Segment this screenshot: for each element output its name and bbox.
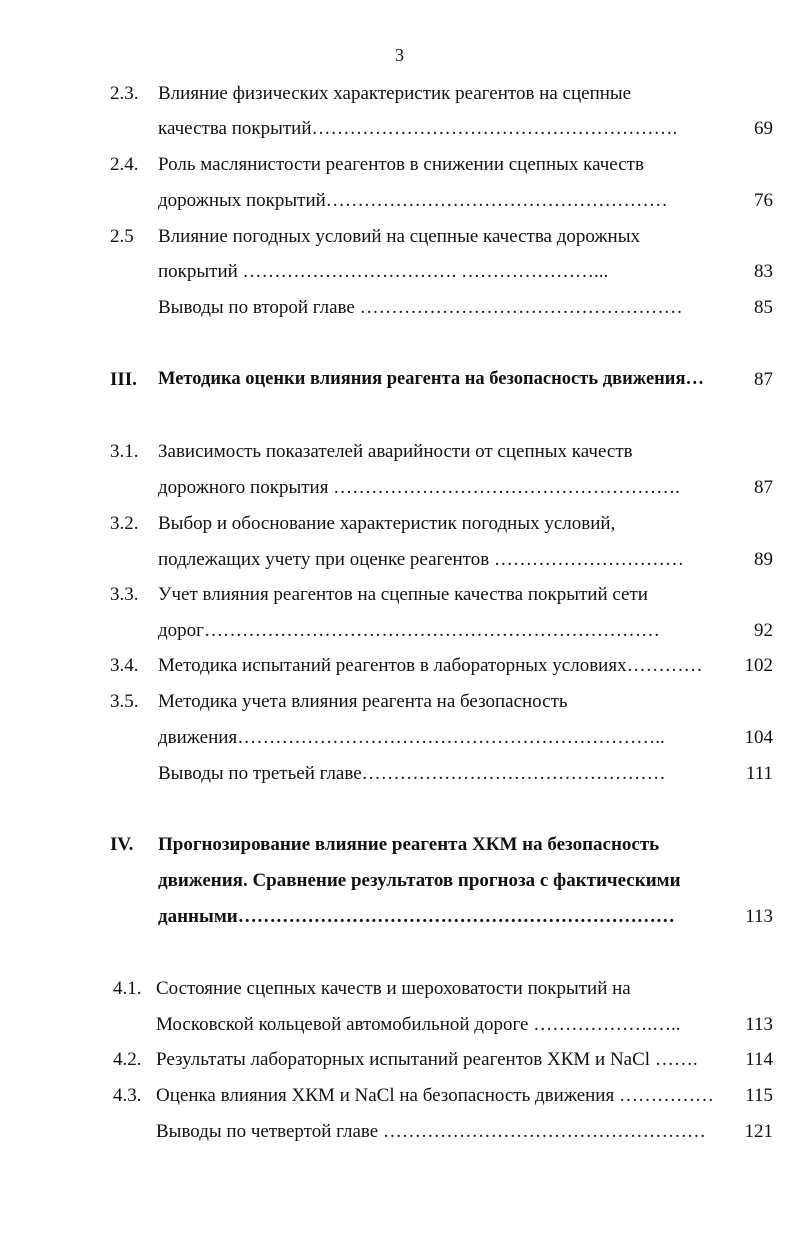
toc-page: 92 [754, 620, 773, 641]
toc-chapter-4-cont [0, 871, 799, 895]
toc-title: движения. Сравнение результатов прогноза с фактическими [158, 870, 681, 891]
toc-entry-3-4 [0, 656, 799, 680]
toc-entry-3-3 [0, 585, 799, 609]
toc-title: Влияние погодных условий на сцепные качества дорожных [158, 226, 640, 247]
toc-title: Московской кольцевой автомобильной дороге ……………….….. [156, 1014, 681, 1035]
toc-title: данными…………………………………………………………… [158, 906, 675, 927]
toc-page: 87 [754, 369, 773, 390]
toc-page: 76 [754, 190, 773, 211]
toc-entry-2-4 [0, 155, 799, 179]
toc-number: 4.1. [113, 978, 142, 999]
toc-page: 85 [754, 297, 773, 318]
toc-entry-2-5-cont [0, 262, 799, 286]
toc-entry-3-2-cont [0, 550, 799, 574]
toc-entry-2-3 [0, 84, 799, 108]
toc-page: 102 [744, 655, 773, 676]
toc-number: 3.2. [110, 513, 139, 534]
toc-entry-3-1-cont [0, 478, 799, 502]
toc-title: Зависимость показателей аварийности от сцепных качеств [158, 441, 633, 462]
toc-title: Результаты лабораторных испытаний реагентов ХКМ и NaCl ……. [156, 1049, 698, 1070]
toc-number: 3.1. [110, 441, 139, 462]
toc-number: 2.3. [110, 83, 139, 104]
toc-title: Выводы по третьей главе………………………………………… [158, 763, 666, 784]
toc-title: подлежащих учету при оценке реагентов ………………………… [158, 549, 684, 570]
toc-title: Учет влияния реагентов на сцепные качества покрытий сети [158, 584, 648, 605]
toc-title: Оценка влияния ХКМ и NaCl на безопасность движения …………… [156, 1085, 714, 1106]
toc-title: Прогнозирование влияние реагента ХКМ на безопасность [158, 834, 660, 855]
toc-entry-4-1-cont [0, 1015, 799, 1039]
toc-number: 2.5 [110, 226, 134, 247]
toc-entry-3-2 [0, 514, 799, 538]
toc-page: 69 [754, 118, 773, 139]
toc-title: Состояние сцепных качеств и шероховатости покрытий на [156, 978, 631, 999]
toc-title: Выводы по четвертой главе …………………………………………… [156, 1121, 706, 1142]
toc-number: 2.4. [110, 154, 139, 175]
toc-title: Влияние физических характеристик реагентов на сцепные [158, 83, 632, 104]
toc-number: 3.5. [110, 691, 139, 712]
toc-page: 89 [754, 549, 773, 570]
toc-entry-4-3 [0, 1086, 799, 1110]
toc-number: 3.4. [110, 655, 139, 676]
toc-entry-2-4-cont [0, 191, 799, 215]
toc-number: III. [110, 369, 137, 390]
toc-chapter-4-cont2 [0, 907, 799, 931]
toc-title: Выводы по второй главе …………………………………………… [158, 297, 683, 318]
toc-entry-conclusions-4 [0, 1122, 799, 1146]
toc-page: 111 [745, 763, 773, 784]
toc-entry-4-2 [0, 1050, 799, 1074]
toc-title: Методика оценки влияния реагента на безопасность движения… [158, 369, 704, 389]
toc-title: Методика учета влияния реагента на безопасность [158, 691, 568, 712]
toc-entry-conclusions-2 [0, 298, 799, 322]
toc-entry-3-3-cont [0, 621, 799, 645]
toc-entry-2-3-cont [0, 119, 799, 143]
toc-title: движения………………………………………………………….. [158, 727, 665, 748]
toc-page: 83 [754, 261, 773, 282]
toc-title: качества покрытий…………………………………………………. [158, 118, 678, 139]
toc-title: дорог……………………………………………………………… [158, 620, 660, 641]
toc-page: 114 [745, 1049, 773, 1070]
toc-title: покрытий ……………………………. …………………... [158, 261, 609, 282]
toc-number: 3.3. [110, 584, 139, 605]
toc-page: 113 [745, 906, 773, 927]
toc-page: 87 [754, 477, 773, 498]
toc-number: 4.2. [113, 1049, 142, 1070]
toc-title: дорожных покрытий……………………………………………… [158, 190, 668, 211]
toc-title: Выбор и обоснование характеристик погодных условий, [158, 513, 616, 534]
toc-chapter-3 [0, 370, 799, 394]
toc-page: 121 [744, 1121, 773, 1142]
toc-entry-3-5-cont [0, 728, 799, 752]
toc-title: Роль маслянистости реагентов в снижении сцепных качеств [158, 154, 644, 175]
toc-page: 104 [744, 727, 773, 748]
toc-number: IV. [110, 834, 134, 855]
toc-number: 4.3. [113, 1085, 142, 1106]
toc-title: дорожного покрытия ………………………………………………. [158, 477, 680, 498]
toc-entry-4-1 [0, 979, 799, 1003]
toc-entry-conclusions-3 [0, 764, 799, 788]
toc-page: 115 [745, 1085, 773, 1106]
toc-entry-2-5 [0, 227, 799, 251]
toc-chapter-4 [0, 835, 799, 859]
toc-entry-3-1 [0, 442, 799, 466]
toc-title: Методика испытаний реагентов в лабораторных условиях………… [158, 655, 703, 676]
toc-entry-3-5 [0, 692, 799, 716]
page-number: 3 [395, 45, 404, 65]
toc-page: 113 [745, 1014, 773, 1035]
